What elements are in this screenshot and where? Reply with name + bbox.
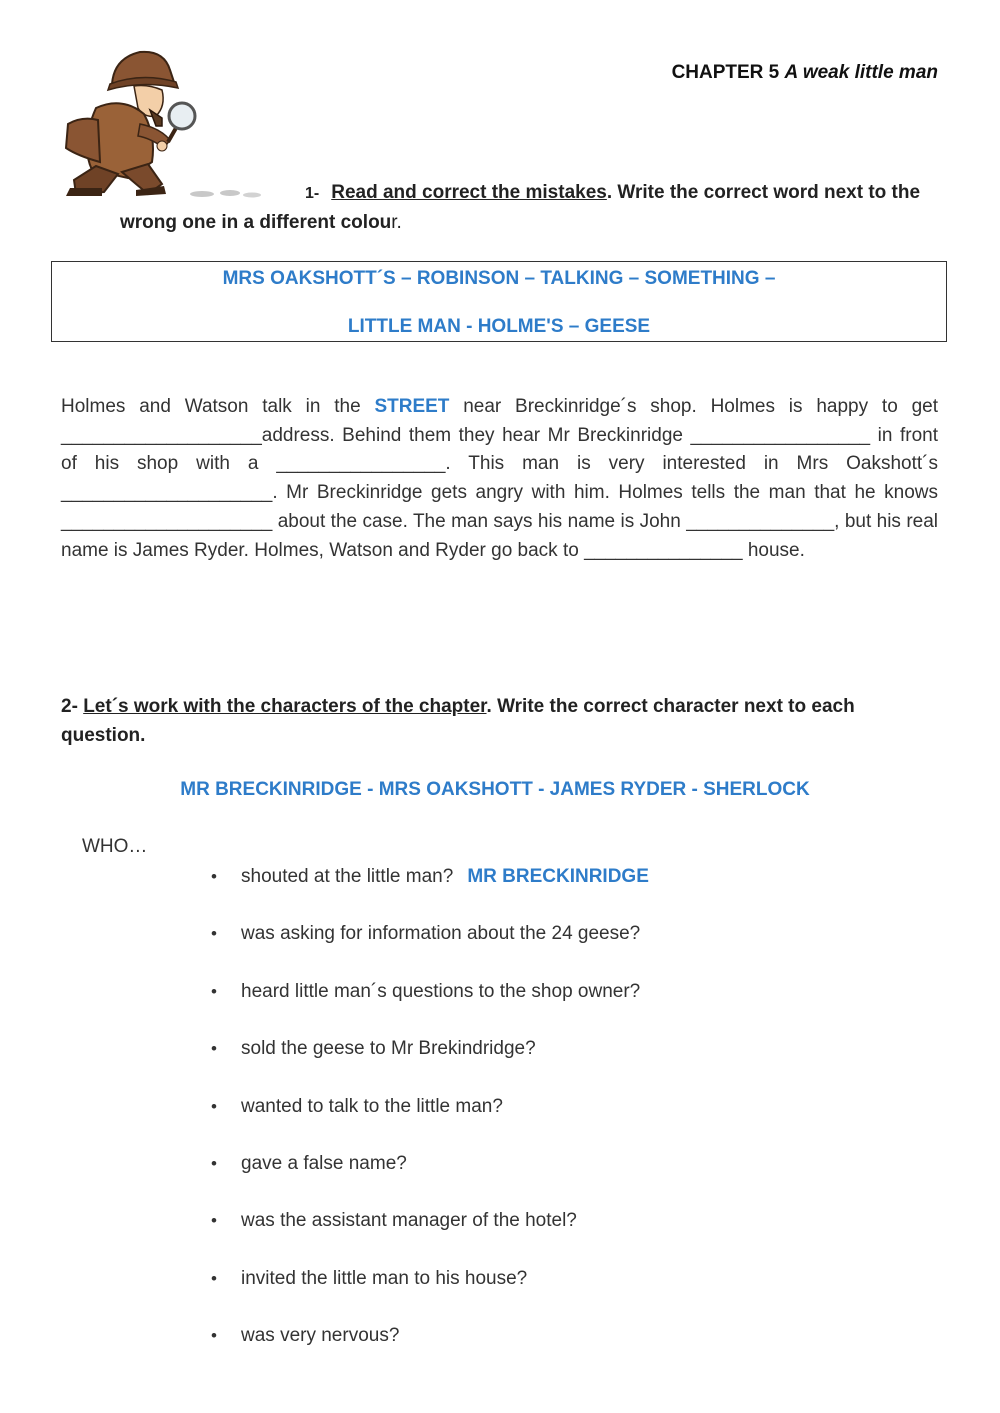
paragraph-part2: near Breckinridge´s shop. Holmes is happy to get ___________________address. Behind them they hear Mr Breckinridge _________________ in front of his shop with a ________________. This man is very interested in Mrs Oakshott´s ____________________. Mr Breckinridge gets angry with him. Holmes tells the man that he knows ____________________ about the case. The man says his name is John ______________, but his real name is James Ryder. Holmes, Watson and Ryder go back to _______________ house. — [61, 396, 938, 561]
question-item — [241, 978, 649, 1035]
question-item — [241, 1322, 649, 1379]
chapter-title — [672, 62, 938, 84]
question-text: invited the little man to his house? — [241, 1267, 528, 1289]
question-answer: MR BRECKINRIDGE — [467, 866, 649, 887]
question-item — [241, 1207, 649, 1264]
characters-list: MR BRECKINRIDGE - MRS OAKSHOTT - JAMES RYDER - SHERLOCK — [180, 779, 810, 800]
paragraph-part1: Holmes and Watson talk in the — [61, 396, 375, 417]
task1-tail: r. — [391, 212, 402, 233]
question-item — [241, 863, 649, 920]
question-text: wanted to talk to the little man? — [241, 1095, 503, 1117]
question-text: was asking for information about the 24 geese? — [241, 923, 641, 945]
task1-rest: . Write the correct word next to the wrong one in a different colou — [120, 182, 921, 233]
question-text: was very nervous? — [241, 1325, 400, 1347]
task2-instruction — [61, 692, 941, 750]
question-text: gave a false name? — [241, 1152, 407, 1174]
question-text: shouted at the little man? — [241, 866, 454, 887]
story-paragraph — [61, 393, 938, 565]
word-box-line1: MRS OAKSHOTT´S – ROBINSON – TALKING – SOMETHING – — [222, 268, 776, 289]
word-box — [51, 261, 947, 342]
question-item — [241, 1035, 649, 1092]
question-text: was the assistant manager of the hotel? — [241, 1210, 577, 1232]
question-text: sold the geese to Mr Brekindridge? — [241, 1038, 536, 1060]
question-item — [241, 920, 649, 977]
task1-underlined: Read and correct the mistakes — [331, 182, 607, 203]
corrected-word: STREET — [374, 396, 450, 417]
task2-rest: . Write the correct character next to each question. — [61, 696, 855, 746]
question-item — [241, 1150, 649, 1207]
task1-instruction — [120, 178, 940, 237]
question-item — [241, 1093, 649, 1150]
chapter-subtitle: A weak little man — [784, 62, 938, 83]
task1-number: 1- — [305, 185, 320, 202]
task2-underlined: Let´s work with the characters of the chapter — [83, 696, 487, 717]
questions-list — [241, 863, 649, 1380]
question-item — [241, 1265, 649, 1322]
who-label: WHO… — [82, 836, 148, 857]
task2-number: 2- — [61, 696, 78, 717]
chapter-label: CHAPTER 5 — [671, 62, 780, 83]
word-box-line2: LITTLE MAN - HOLME'S – GEESE — [347, 316, 651, 337]
question-text: heard little man´s questions to the shop owner? — [241, 980, 641, 1002]
